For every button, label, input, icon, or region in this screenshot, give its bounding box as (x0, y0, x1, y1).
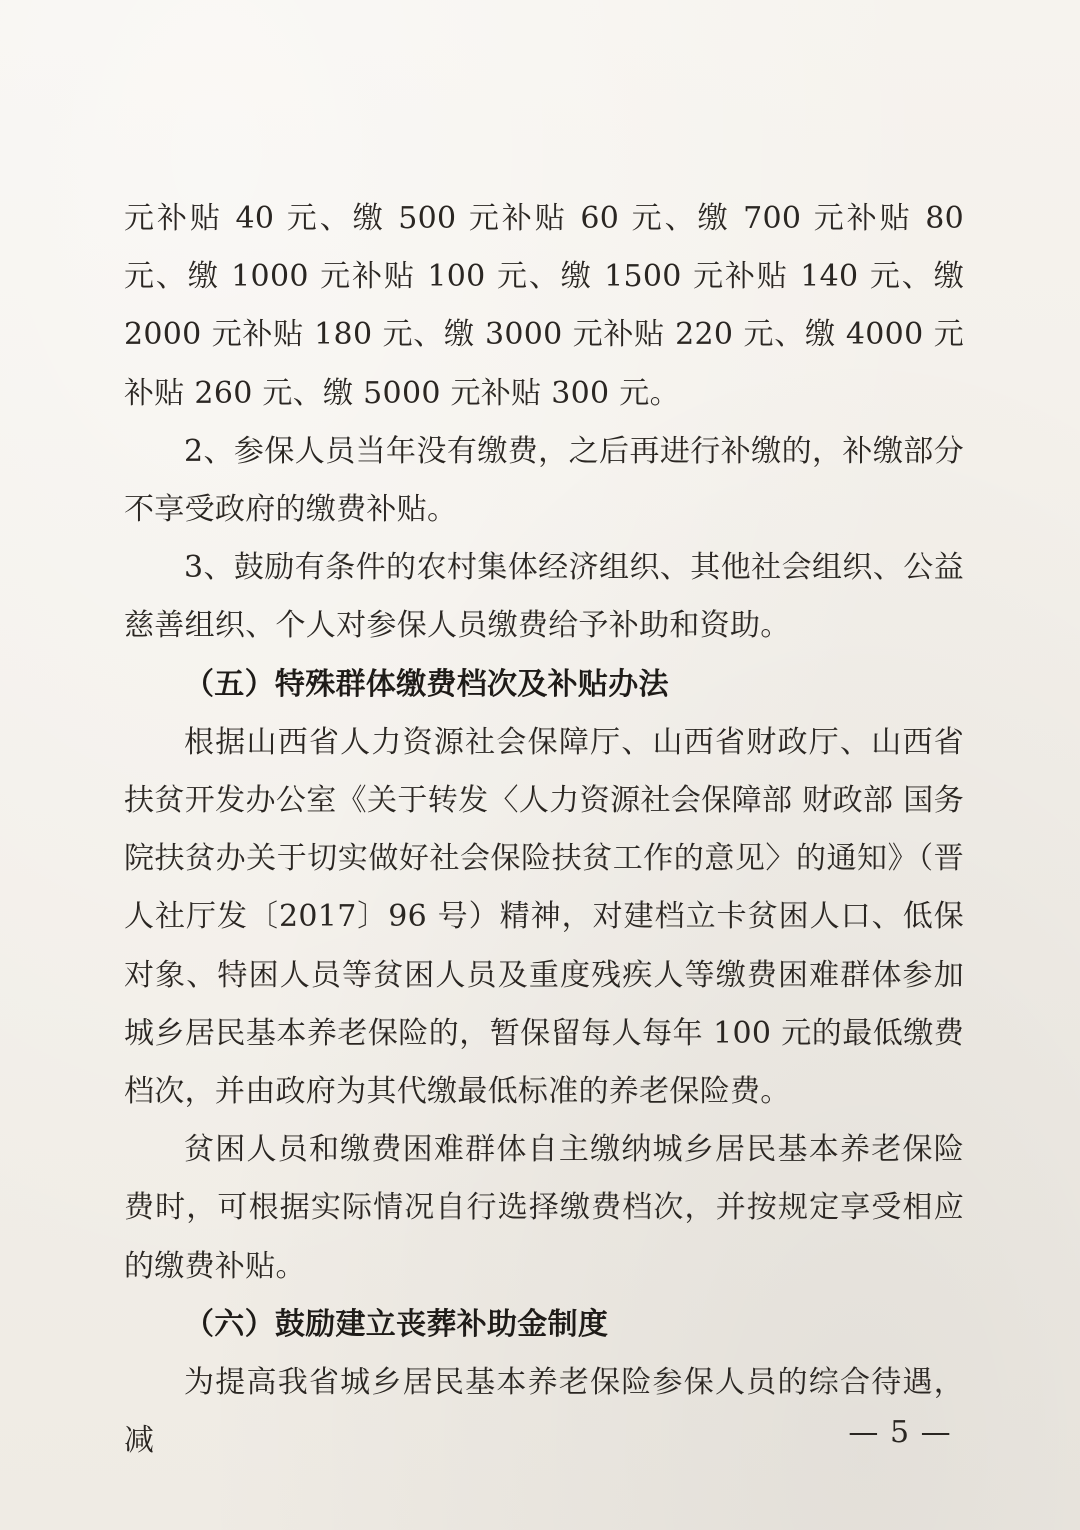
paragraph-special-groups: 根据山西省人力资源社会保障厅、山西省财政厅、山西省扶贫开发办公室《关于转发〈人力资源社会保障部 财政部 国务院扶贫办关于切实做好社会保险扶贫工作的意见〉的通知》（晋人社厅发〔2017〕96 号）精神，对建档立卡贫困人口、低保对象、特困人员等贫困人员及重度残疾人等缴费困难群体参加城乡居民基本养老保险的，暂保留每人每年 100 元的最低缴费档次，并由政府为其代缴最低标准的养老保险费。 (124, 724, 964, 1110)
document-body (124, 190, 964, 1470)
paragraph-self-payment: 贫困人员和缴费困难群体自主缴纳城乡居民基本养老保险费时，可根据实际情况自行选择缴费档次，并按规定享受相应的缴费补贴。 (124, 1132, 964, 1284)
paragraph-item-3: 3、鼓励有条件的农村集体经济组织、其他社会组织、公益慈善组织、个人对参保人员缴费给予补助和资助。 (124, 550, 964, 644)
paragraph-funeral-subsidy: 为提高我省城乡居民基本养老保险参保人员的综合待遇，减 (124, 1365, 964, 1459)
section-heading-5: （五）特殊群体缴费档次及补贴办法 (184, 666, 669, 702)
paragraph-subsidy-schedule: 元补贴 40 元、缴 500 元补贴 60 元、缴 700 元补贴 80 元、缴 1000 元补贴 100 元、缴 1500 元补贴 140 元、缴 2000 元补贴 180 元、缴 3000 元补贴 220 元、缴 4000 元补贴 260 元、缴 5000 元补贴 300 元。 (124, 201, 964, 411)
page-number: — 5 — (848, 1415, 952, 1450)
section-heading-6: （六）鼓励建立丧葬补助金制度 (184, 1306, 609, 1342)
paragraph-item-2: 2、参保人员当年没有缴费，之后再进行补缴的，补缴部分不享受政府的缴费补贴。 (124, 433, 964, 528)
